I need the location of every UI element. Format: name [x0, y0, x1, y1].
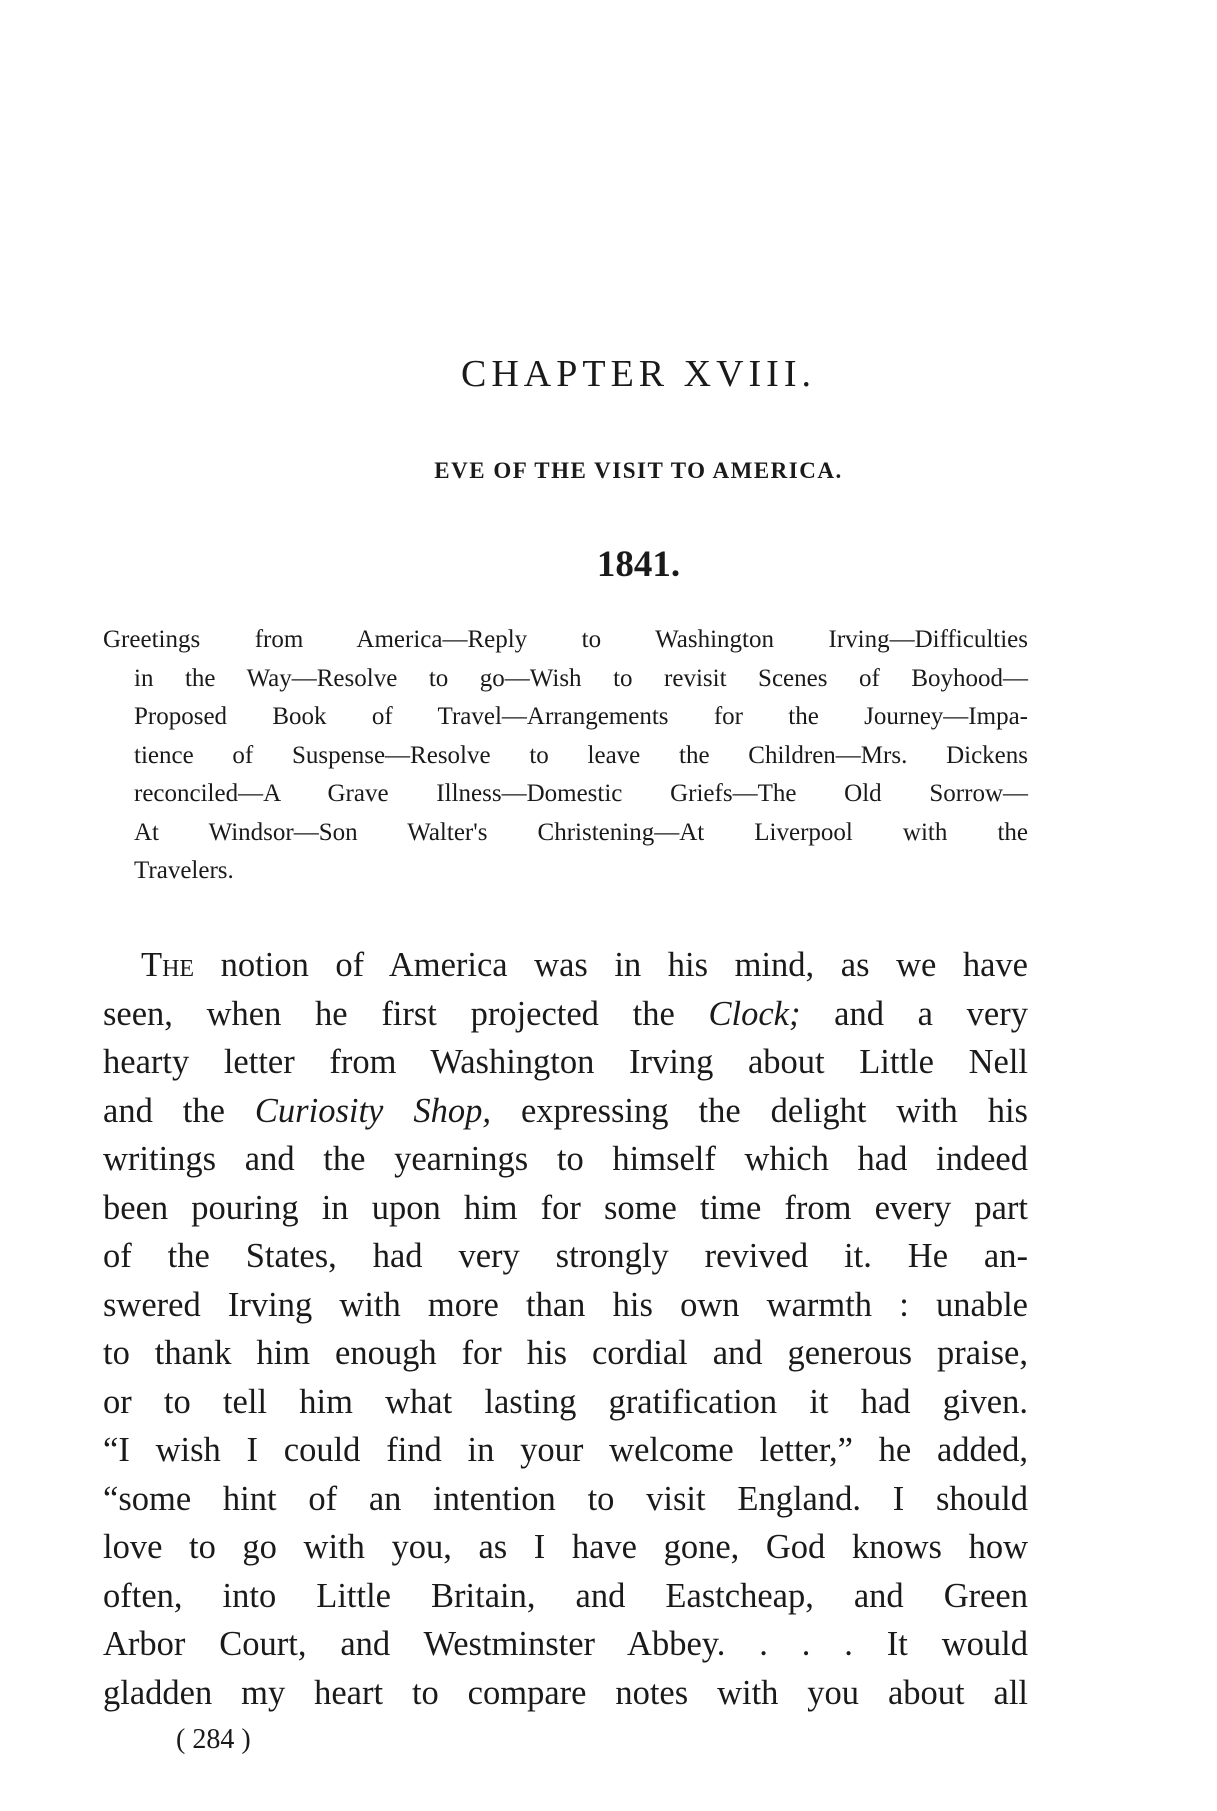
book-title-clock: Clock; [708, 994, 801, 1033]
body-line: Arbor Court, and Westminster Abbey. . . . It would [103, 1625, 1028, 1663]
body-line: often, into Little Britain, and Eastcheap, and Green [103, 1576, 1028, 1615]
synopsis-line: reconciled—A Grave Illness—Domestic Griefs—The Old Sorrow— [134, 780, 1028, 807]
body-line: of the States, had very strongly revived it. He an- [103, 1237, 1028, 1275]
body-line: or to tell him what lasting gratification it had given. [103, 1382, 1028, 1421]
book-title-curiosity-shop: Curiosity Shop, [254, 1091, 491, 1130]
body-paragraph [103, 941, 1028, 1717]
synopsis-line: tience of Suspense—Resolve to leave the Children—Mrs. Dickens [134, 741, 1028, 769]
body-text-span: expressing the delight with his [490, 1091, 1028, 1130]
body-line: swered Irving with more than his own warmth : unable [103, 1285, 1028, 1324]
page-number: ( 284 ) [176, 1724, 251, 1755]
body-line: “I wish I could find in your welcome letter,” he added, [103, 1431, 1028, 1469]
chapter-subtitle: EVE OF THE VISIT TO AMERICA. [434, 458, 843, 483]
body-line [103, 1087, 1028, 1136]
chapter-synopsis [103, 621, 1028, 891]
body-line: to thank him enough for his cordial and generous praise, [103, 1334, 1028, 1372]
body-text-span: seen, when he first projected the [103, 994, 709, 1033]
body-line: hearty letter from Washington Irving about Little Nell [103, 1043, 1028, 1081]
synopsis-line: Proposed Book of Travel—Arrangements for the Journey—Impa- [134, 703, 1028, 730]
synopsis-line: At Windsor—Son Walter's Christening—At Liverpool with the [134, 818, 1028, 846]
body-line [103, 990, 1028, 1039]
synopsis-line: Greetings from America—Reply to Washington Irving—Difficulties [103, 626, 1028, 653]
body-line: “some hint of an intention to visit England. I should [103, 1479, 1028, 1518]
synopsis-line: Travelers. [134, 857, 234, 884]
body-text-span: and a very [800, 994, 1028, 1033]
body-line: love to go with you, as I have gone, God knows how [103, 1528, 1028, 1566]
body-line: gladden my heart to compare notes with you about all [103, 1673, 1028, 1712]
chapter-year: 1841. [596, 544, 681, 585]
body-line: writings and the yearnings to himself which had indeed [103, 1140, 1028, 1178]
body-line [103, 941, 1028, 990]
body-line: been pouring in upon him for some time from every part [103, 1188, 1028, 1227]
chapter-title: CHAPTER XVIII. [461, 353, 816, 395]
body-text-span: notion of America was in his mind, as we have [194, 946, 1028, 984]
body-text-span: and the [103, 1091, 255, 1130]
lead-word: The [141, 946, 195, 984]
synopsis-line: in the Way—Resolve to go—Wish to revisit Scenes of Boyhood— [134, 664, 1028, 692]
